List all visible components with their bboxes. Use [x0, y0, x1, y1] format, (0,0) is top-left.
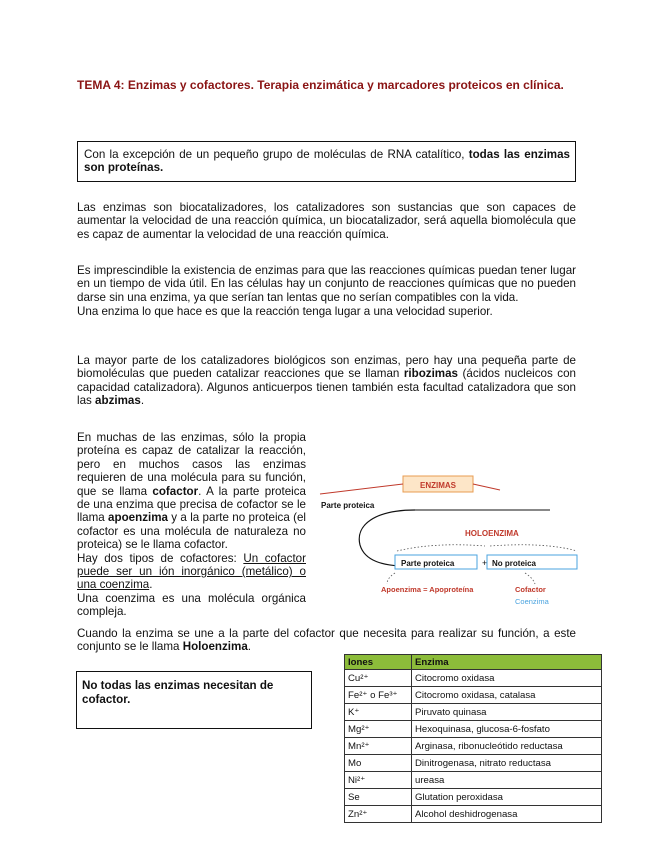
- table-row: [345, 738, 602, 755]
- plus-sign: +: [482, 558, 488, 568]
- paragraph-3: La mayor parte de los catalizadores biológicos son enzimas, pero hay una pequeña parte de biomoléculas que pueden catalizar reacciones que se llaman ribozimas (ácidos nucleicos con capacidad catalizadora). Algunos anticuerpos tienen también esta facultad catalizadora que son las abzimas.: [77, 354, 576, 408]
- apoenzima-label: Apoenzima = Apoproteína: [381, 585, 474, 594]
- connector-line: [320, 484, 403, 494]
- paragraph-1: Las enzimas son biocatalizadores, los catalizadores son sustancias que son capaces de aumentar la velocidad de una reacción química, un biocatalizador, será aquella biomolécula que es capaz de aumentar la velocidad de una reacción química.: [77, 201, 576, 241]
- enzimas-label: ENZIMAS: [420, 481, 456, 490]
- enzyme-cell: Arginasa, ribonucleótido reductasa: [412, 738, 602, 755]
- table-row: [345, 806, 602, 823]
- ion-cell: Ni²⁺: [345, 772, 412, 789]
- paragraph-2a: Es imprescindible la existencia de enzimas para que las reacciones químicas puedan tener lugar en un tiempo de vida útil. En las células hay un conjunto de reacciones químicas que no pueden darse sin una enzima, ya que serían tan lentas que no serían compatibles con la vida.: [77, 264, 576, 304]
- dotted-arrow-left: [387, 573, 395, 584]
- dotted-brace: [397, 545, 577, 551]
- enzyme-cell: Piruvato quinasa: [412, 704, 602, 721]
- table-row: [345, 755, 602, 772]
- ion-cell: Mn²⁺: [345, 738, 412, 755]
- header-iones: Iones: [345, 655, 412, 670]
- ions-table: [344, 654, 602, 823]
- enzyme-cell: Citocromo oxidasa: [412, 670, 602, 687]
- intro-box: [77, 141, 576, 182]
- enzyme-cell: Dinitrogenasa, nitrato reductasa: [412, 755, 602, 772]
- ion-cell: Cu²⁺: [345, 670, 412, 687]
- ion-cell: Mo: [345, 755, 412, 772]
- enzyme-cell: Glutation peroxidasa: [412, 789, 602, 806]
- dotted-arrow-right: [525, 573, 535, 584]
- table-header-row: [345, 655, 602, 670]
- header-enzima: Enzima: [412, 655, 602, 670]
- enzyme-cell: Citocromo oxidasa, catalasa: [412, 687, 602, 704]
- note-box: No todas las enzimas necesitan de cofactor.: [76, 671, 312, 729]
- table-row: [345, 687, 602, 704]
- enzyme-cell: Alcohol deshidrogenasa: [412, 806, 602, 823]
- enzyme-cell: ureasa: [412, 772, 602, 789]
- ion-cell: Mg²⁺: [345, 721, 412, 738]
- ion-cell: Fe²⁺ o Fe³⁺: [345, 687, 412, 704]
- holoenzima-label: HOLOENZIMA: [465, 529, 519, 538]
- cofactor-types: Hay dos tipos de cofactores: Un cofactor puede ser un ión inorgánico (metálico) o una coenzima.: [77, 551, 306, 592]
- intro-text: Con la excepción de un pequeño grupo de moléculas de RNA catalítico, todas las enzimas son proteínas.: [84, 148, 570, 175]
- table-row: [345, 789, 602, 806]
- table-row: [345, 704, 602, 721]
- page-title: TEMA 4: Enzimas y cofactores. Terapia enzimática y marcadores proteicos en clínica.: [77, 78, 564, 92]
- no-proteica-label: No proteica: [492, 559, 537, 568]
- enzyme-diagram: [315, 470, 585, 610]
- coenzima-def: Una coenzima es una molécula orgánica compleja.: [77, 591, 306, 619]
- coenzima-label: Coenzima: [515, 597, 549, 606]
- cofactor-text: En muchas de las enzimas, sólo la propia proteína es capaz de catalizar la reacción, pero en muchos casos las enzimas requieren de una molécula para su función, que se llama cofactor. A la parte proteica de una enzima que precisa de cofactor se le llama apoenzima y a la parte no proteica (el cofactor es una molécula de naturaleza no proteica) se le llama cofactor.: [77, 431, 306, 552]
- table-row: [345, 772, 602, 789]
- ion-cell: Se: [345, 789, 412, 806]
- cofactor-label: Cofactor: [515, 585, 546, 594]
- paragraph-2: [77, 264, 576, 319]
- parte-proteica-top: Parte proteica: [321, 501, 375, 510]
- ion-cell: Zn²⁺: [345, 806, 412, 823]
- table-row: [345, 721, 602, 738]
- paragraph-2b: Una enzima lo que hace es que la reacción tenga lugar a una velocidad superior.: [77, 305, 493, 319]
- table-row: [345, 670, 602, 687]
- parte-proteica-label: Parte proteica: [401, 559, 455, 568]
- ion-cell: K⁺: [345, 704, 412, 721]
- connector-line-right: [473, 484, 500, 490]
- paragraph-holoenzima: Cuando la enzima se une a la parte del cofactor que necesita para realizar su función, a este conjunto se le llama Holoenzima.: [77, 627, 576, 654]
- enzyme-cell: Hexoquinasa, glucosa-6-fosfato: [412, 721, 602, 738]
